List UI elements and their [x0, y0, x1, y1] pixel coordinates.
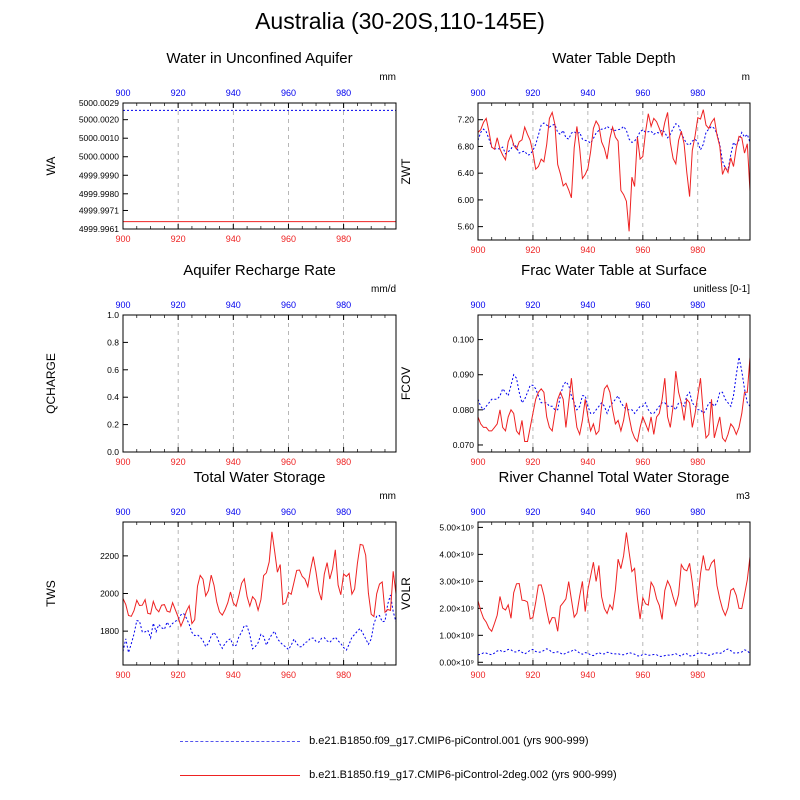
- legend-label-1: b.e21.B1850.f09_g17.CMIP6-piControl.001 (yrs 900-999): [309, 735, 589, 747]
- y-tick-label: 7.20: [457, 114, 474, 125]
- y-axis-label: WA: [44, 156, 58, 176]
- x-tick-label-top: 960: [280, 88, 296, 98]
- x-tick-label-top: 920: [525, 88, 541, 98]
- x-tick-label-top: 980: [690, 300, 706, 310]
- x-tick-label-top: 940: [225, 88, 241, 98]
- x-tick-label: 940: [225, 670, 241, 680]
- y-tick-label: 2000: [100, 588, 119, 599]
- y-axis-label: VOLR: [399, 577, 413, 610]
- x-tick-label-top: 900: [470, 507, 486, 517]
- x-tick-label-top: 920: [170, 507, 186, 517]
- x-tick-label: 920: [170, 234, 186, 244]
- panel-title: Frac Water Table at Surface: [521, 262, 707, 279]
- x-tick-label-top: 960: [280, 507, 296, 517]
- panel-2: [399, 50, 750, 255]
- x-tick-label-top: 920: [170, 88, 186, 98]
- y-tick-label: 5.60: [457, 221, 474, 232]
- x-tick-label: 980: [690, 245, 706, 255]
- y-tick-label: 0.2: [107, 419, 119, 430]
- series-line-f19: [123, 532, 396, 626]
- x-tick-label-top: 960: [280, 300, 296, 310]
- panel-3: [44, 262, 396, 467]
- units-label: mm/d: [371, 284, 396, 295]
- series-line-f19: [478, 110, 750, 232]
- legend-item-2: [180, 769, 617, 781]
- y-tick-label: 0.00×10⁹: [439, 657, 474, 668]
- panel-title: Aquifer Recharge Rate: [183, 262, 336, 279]
- y-tick-label: 5.00×10⁹: [439, 522, 474, 533]
- x-tick-label: 920: [170, 457, 186, 467]
- x-tick-label-top: 940: [580, 300, 596, 310]
- y-tick-label: 5000.0029: [78, 98, 119, 108]
- x-tick-label: 900: [115, 234, 131, 244]
- x-tick-label: 980: [690, 670, 706, 680]
- series-line-f09: [478, 649, 750, 657]
- x-tick-label: 960: [635, 670, 651, 680]
- x-tick-label-top: 900: [115, 88, 131, 98]
- x-tick-label-top: 900: [470, 88, 486, 98]
- units-label: unitless [0-1]: [693, 284, 750, 295]
- units-label: m: [741, 72, 750, 83]
- y-axis-label: QCHARGE: [44, 353, 58, 414]
- y-tick-label: 1.00×10⁹: [439, 630, 474, 641]
- x-tick-label-top: 940: [225, 507, 241, 517]
- panel-title: Water Table Depth: [552, 50, 676, 67]
- x-tick-label: 960: [635, 457, 651, 467]
- series-line-f19: [478, 533, 750, 632]
- x-tick-label-top: 940: [580, 507, 596, 517]
- x-tick-label: 980: [690, 457, 706, 467]
- series-line-f09: [478, 123, 750, 170]
- plot-frame: [123, 103, 396, 229]
- y-tick-label: 4999.9980: [78, 188, 119, 199]
- x-tick-label-top: 900: [470, 300, 486, 310]
- x-tick-label: 900: [470, 670, 486, 680]
- y-tick-label: 5000.0010: [78, 133, 119, 144]
- series-line-f09: [478, 357, 750, 413]
- legend-swatch-dashed: [180, 741, 300, 742]
- x-tick-label: 900: [115, 670, 131, 680]
- plot-frame: [478, 103, 750, 240]
- x-tick-label: 940: [580, 245, 596, 255]
- x-tick-label-top: 960: [635, 507, 651, 517]
- series-line-f19: [478, 357, 750, 441]
- x-tick-label: 940: [225, 457, 241, 467]
- y-tick-label: 0.8: [107, 337, 119, 348]
- page-title: Australia (30-20S,110-145E): [255, 8, 545, 34]
- x-tick-label: 960: [280, 234, 296, 244]
- panel-4: [399, 262, 750, 467]
- y-tick-label: 6.00: [457, 194, 474, 205]
- y-tick-label: 0.100: [452, 334, 474, 345]
- units-label: m3: [736, 491, 750, 502]
- panel-title: River Channel Total Water Storage: [498, 469, 730, 486]
- x-tick-label-top: 900: [115, 507, 131, 517]
- x-tick-label-top: 980: [690, 507, 706, 517]
- x-tick-label-top: 980: [336, 88, 352, 98]
- y-tick-label: 4999.9961: [78, 224, 119, 234]
- legend-swatch-solid: [180, 775, 300, 776]
- x-tick-label-top: 920: [525, 507, 541, 517]
- plot-frame: [478, 522, 750, 665]
- y-axis-label: TWS: [44, 580, 58, 607]
- units-label: mm: [379, 491, 396, 502]
- units-label: mm: [379, 72, 396, 83]
- y-axis-label: ZWT: [399, 158, 413, 185]
- x-tick-label: 940: [580, 670, 596, 680]
- x-tick-label: 920: [525, 245, 541, 255]
- x-tick-label-top: 940: [225, 300, 241, 310]
- x-tick-label-top: 980: [336, 300, 352, 310]
- x-tick-label-top: 960: [635, 88, 651, 98]
- x-tick-label: 920: [525, 457, 541, 467]
- x-tick-label-top: 980: [336, 507, 352, 517]
- y-tick-label: 6.80: [457, 141, 474, 152]
- x-tick-label-top: 920: [525, 300, 541, 310]
- x-tick-label: 900: [470, 245, 486, 255]
- panel-5: [44, 469, 396, 680]
- y-tick-label: 5000.0020: [78, 114, 119, 125]
- x-tick-label: 900: [115, 457, 131, 467]
- x-tick-label: 980: [336, 457, 352, 467]
- y-tick-label: 5000.0000: [78, 151, 119, 162]
- y-tick-label: 2.00×10⁹: [439, 603, 474, 614]
- panel-6: [399, 469, 750, 680]
- panel-title: Total Water Storage: [193, 469, 326, 486]
- y-tick-label: 6.40: [457, 168, 474, 179]
- x-tick-label: 900: [470, 457, 486, 467]
- legend-label-2: b.e21.B1850.f19_g17.CMIP6-piControl-2deg.002 (yrs 900-999): [309, 769, 617, 781]
- x-tick-label: 980: [336, 234, 352, 244]
- legend-item-1: [180, 735, 589, 747]
- y-tick-label: 2200: [100, 550, 119, 561]
- x-tick-label: 980: [336, 670, 352, 680]
- x-tick-label: 960: [635, 245, 651, 255]
- y-tick-label: 1.0: [107, 310, 119, 320]
- y-tick-label: 4.00×10⁹: [439, 549, 474, 560]
- panel-1: [44, 50, 396, 244]
- y-tick-label: 3.00×10⁹: [439, 576, 474, 587]
- y-tick-label: 0.090: [452, 369, 474, 380]
- x-tick-label: 960: [280, 670, 296, 680]
- x-tick-label: 940: [580, 457, 596, 467]
- x-tick-label: 940: [225, 234, 241, 244]
- x-tick-label: 920: [170, 670, 186, 680]
- y-tick-label: 0.070: [452, 439, 474, 450]
- x-tick-label-top: 960: [635, 300, 651, 310]
- y-tick-label: 4999.9990: [78, 170, 119, 181]
- plot-frame: [123, 315, 396, 452]
- x-tick-label-top: 900: [115, 300, 131, 310]
- y-tick-label: 4999.9971: [78, 205, 119, 216]
- y-tick-label: 0.6: [107, 364, 119, 375]
- y-tick-label: 0.4: [107, 392, 119, 403]
- x-tick-label-top: 940: [580, 88, 596, 98]
- x-tick-label: 960: [280, 457, 296, 467]
- y-axis-label: FCOV: [399, 366, 413, 401]
- plot-frame: [123, 522, 396, 665]
- y-tick-label: 1800: [100, 626, 119, 637]
- y-tick-label: 0.0: [107, 447, 119, 457]
- panel-title: Water in Unconfined Aquifer: [166, 50, 353, 67]
- x-tick-label: 920: [525, 670, 541, 680]
- x-tick-label-top: 980: [690, 88, 706, 98]
- y-tick-label: 0.080: [452, 404, 474, 415]
- x-tick-label-top: 920: [170, 300, 186, 310]
